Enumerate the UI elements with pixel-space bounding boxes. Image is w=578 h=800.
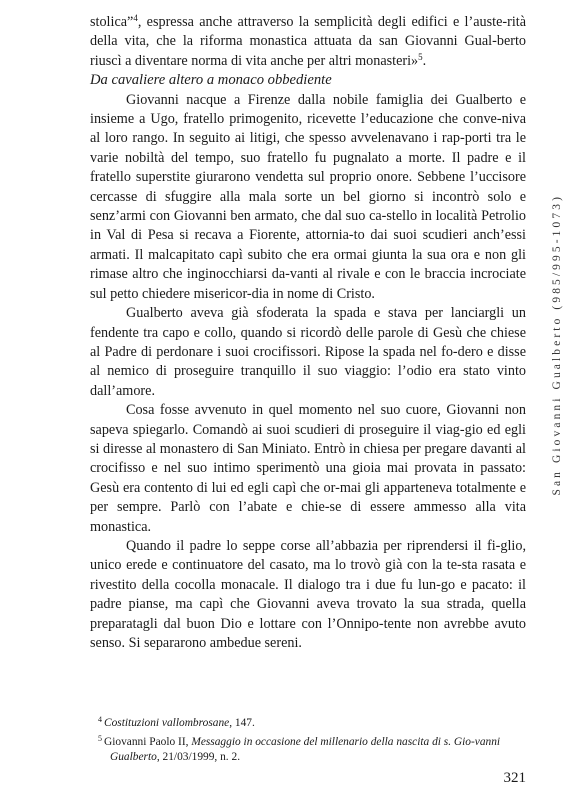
footnote-text: Giovanni Paolo II, Messaggio in occasione del millenario della nascita di s. Gio-vanni Gualberto, 21/03/1999, n. 2. (104, 736, 501, 763)
paragraph-1: Giovanni nacque a Firenze dalla nobile famiglia dei Gualberto e insieme a Ugo, fratello primogenito, ricevette l’educazione che conve-niva al loro rango. In seguito ai litigi, che spesso avvelenavano i rap-porti tra le varie nobiltà del tempo, suo fratello fu pugnalato a morte. Il padre e il fratello superstite giurarono vendetta sul proprio onore. Sebbene l’uccisore cercasse di sfuggire alla mala sorte un bel giorno si incontrò solo e senz’armi con Giovanni ben armato, che dal suo ca-stello in località Petrolio in Val di Pesa si recava a Fiorente, attornia-to dai suoi scudieri anch’essi armati. Il malcapitato capì subito che era ormai giunta la sua ora e non gli rimase altro che inginocchiarsi da-vanti al rivale e con le braccia incrociate sul petto chiedere misericor-dia in nome di Cristo. (90, 91, 526, 302)
footnote-text: Costituzioni vallombrosane, 147. (104, 717, 255, 729)
intro-paragraph: stolica”$^4$, espressa anche attraverso la semplicità degli edifici e l’auste-rità della vita, che la riforma monastica attuata da san Giovanni Gual-berto riuscì a diventare norma di vita anche per altri monasteri»$^5$. (90, 13, 526, 69)
footnote (90, 731, 526, 765)
footnote (90, 712, 526, 731)
section-heading: Da cavaliere altero a monaco obbediente (90, 72, 332, 89)
paragraph-2: Gualberto aveva già sfoderata la spada e stava per lanciargli un fendente tra capo e collo, quando si ricordò delle parole di Gesù che chiese al Padre di perdonare i suoi crocifissori. Ripose la spada nel fo-dero e disse al nemico di proseguire tranquillo il suo viaggio: l’odio era stato vinto dall’amore. (90, 305, 526, 399)
footnote-mark: 4 (98, 715, 102, 724)
footnotes (90, 712, 526, 765)
running-header-text: San Giovanni Gualberto (985/995-1073) (551, 194, 563, 496)
footnote-mark: 5 (98, 734, 102, 743)
running-header (547, 15, 567, 675)
page-number: 321 (503, 770, 526, 786)
paragraph-4: Quando il padre lo seppe corse all’abbazia per riprendersi il fi-glio, unico erede e continuatore del casato, ma lo trovò già con la te-sta rasata e rivestito della cocolla monacale. Il dialogo tra i due fu lun-go e pacato: il padre pianse, ma capì che Giovanni aveva trovato la sua strada, quella preparatagli dal buon Dio e lottare con l’Onnipo-tente non avrebbe avuto senso. Si separarono ambedue sereni. (90, 537, 526, 651)
paragraph-3: Cosa fosse avvenuto in quel momento nel suo cuore, Giovanni non sapeva spiegarlo. Comandò ai suoi scudieri di proseguire il viag-gio ed egli si diresse al monastero di San Miniato. Entrò in chiesa per pregare davanti al crocifisso e nel suo intimo sperimentò una gioia mai provata in passato: Gesù era contento di lui ed egli capì che or-mai gli apparteneva totalmente e per sempre. Parlò con l’abate e chie-se di essere ammesso alla vita monastica. (90, 402, 526, 535)
body-text (90, 13, 526, 653)
